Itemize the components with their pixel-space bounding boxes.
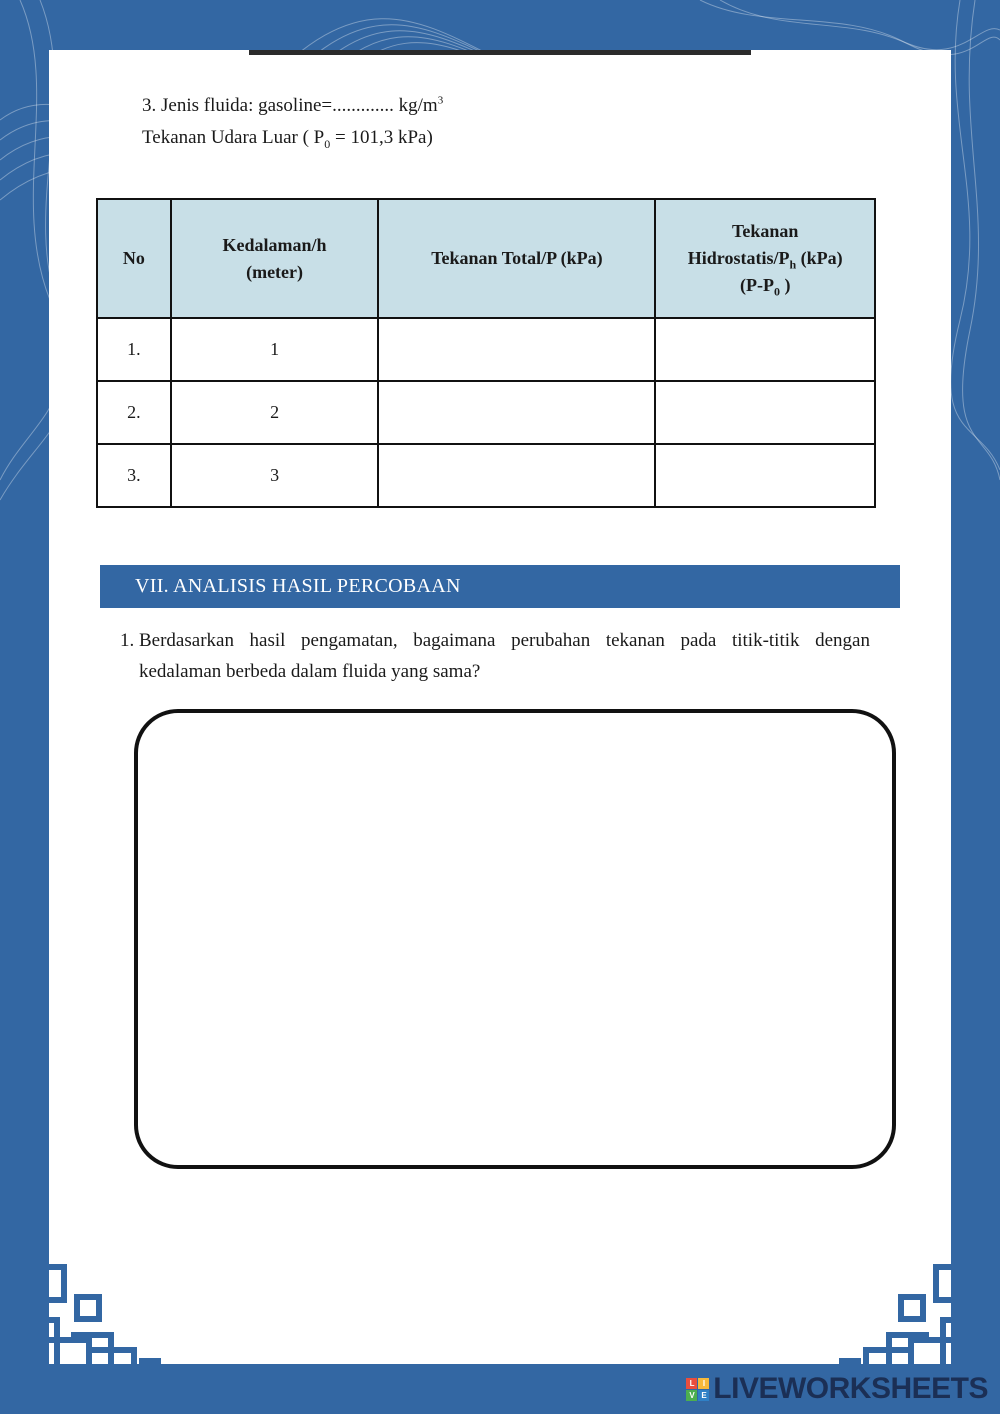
question-text: Berdasarkan hasil pengamatan, bagaimana perubahan tekanan pada titik-titik dengan kedalaman berbeda dalam fluida yang sama?	[139, 630, 870, 682]
cell-hydrostatic-input[interactable]	[655, 444, 875, 507]
table-row	[97, 444, 875, 507]
cell-no: 3.	[97, 444, 171, 507]
cell-no: 1.	[97, 318, 171, 381]
cell-total-pressure-input[interactable]	[378, 444, 655, 507]
cell-total-pressure-input[interactable]	[378, 381, 655, 444]
table-header-row	[97, 199, 875, 318]
top-divider	[249, 50, 751, 55]
corner-ornament-right	[831, 1255, 951, 1364]
cell-depth: 3	[171, 444, 379, 507]
liveworksheets-logo-icon: L I V E	[686, 1378, 709, 1401]
cell-hydrostatic-input[interactable]	[655, 381, 875, 444]
header-hydrostatic-pressure: Tekanan Hidrostatis/$P_h$ (kPa) ($P-P_0$ )	[655, 199, 875, 318]
cell-depth: 1	[171, 318, 379, 381]
section-heading: VII. ANALISIS HASIL PERCOBAAN	[100, 565, 900, 608]
corner-ornament-left	[49, 1255, 169, 1364]
watermark-text: LIVEWORKSHEETS	[713, 1372, 988, 1405]
cell-no: 2.	[97, 381, 171, 444]
question-number: 1.	[120, 630, 135, 651]
header-total-pressure: Tekanan Total/P (kPa)	[378, 199, 655, 318]
air-pressure-line: Tekanan Udara Luar ( $P_0 = 101,3$ kPa)	[142, 127, 433, 151]
cell-total-pressure-input[interactable]	[378, 318, 655, 381]
liveworksheets-watermark	[686, 1369, 988, 1409]
table-row	[97, 318, 875, 381]
cell-depth: 2	[171, 381, 379, 444]
cell-hydrostatic-input[interactable]	[655, 318, 875, 381]
pressure-table	[96, 198, 876, 508]
question-1	[120, 625, 870, 687]
answer-textbox[interactable]	[134, 709, 896, 1169]
header-depth: Kedalaman/h (meter)	[171, 199, 379, 318]
table-row	[97, 381, 875, 444]
header-no: No	[97, 199, 171, 318]
fluid-type-line: 3. Jenis fluida: gasoline=............. $kg/m^3$	[142, 94, 444, 116]
worksheet-page	[49, 50, 951, 1364]
